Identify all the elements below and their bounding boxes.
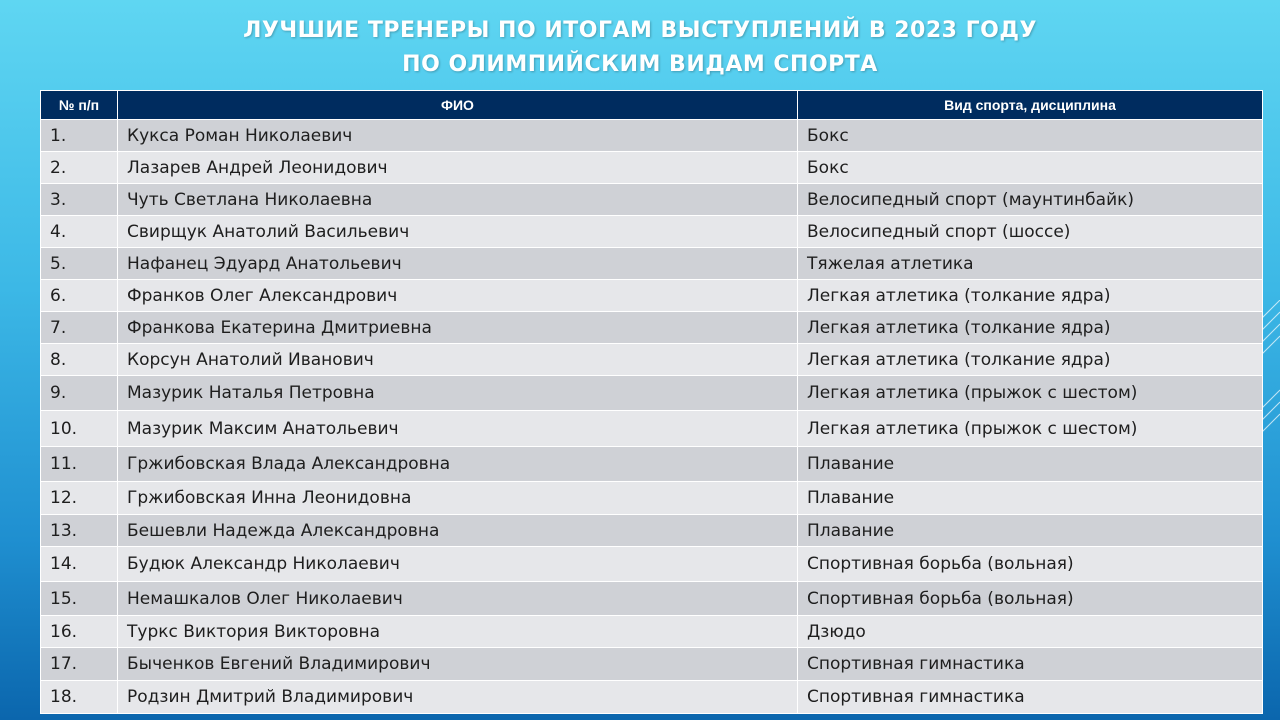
table-row bbox=[41, 376, 1263, 411]
cell-number: 17. bbox=[41, 648, 118, 681]
table-header bbox=[41, 91, 1263, 120]
cell-name: Мазурик Максим Анатольевич bbox=[118, 411, 798, 447]
cell-name: Чуть Светлана Николаевна bbox=[118, 184, 798, 216]
cell-sport: Легкая атлетика (толкание ядра) bbox=[798, 312, 1263, 344]
cell-number: 12. bbox=[41, 482, 118, 515]
cell-name: Мазурик Наталья Петровна bbox=[118, 376, 798, 411]
cell-number: 14. bbox=[41, 547, 118, 582]
table-header-row bbox=[41, 91, 1263, 120]
cell-sport: Дзюдо bbox=[798, 616, 1263, 648]
table-row bbox=[41, 120, 1263, 152]
cell-sport: Спортивная гимнастика bbox=[798, 681, 1263, 714]
cell-name: Гржибовская Инна Леонидовна bbox=[118, 482, 798, 515]
cell-number: 2. bbox=[41, 152, 118, 184]
cell-number: 5. bbox=[41, 248, 118, 280]
cell-sport: Тяжелая атлетика bbox=[798, 248, 1263, 280]
cell-name: Бешевли Надежда Александровна bbox=[118, 515, 798, 547]
cell-name: Кукса Роман Николаевич bbox=[118, 120, 798, 152]
cell-sport: Бокс bbox=[798, 120, 1263, 152]
cell-number: 15. bbox=[41, 582, 118, 616]
table-row bbox=[41, 216, 1263, 248]
cell-sport: Бокс bbox=[798, 152, 1263, 184]
table-row bbox=[41, 344, 1263, 376]
cell-number: 3. bbox=[41, 184, 118, 216]
cell-sport: Легкая атлетика (толкание ядра) bbox=[798, 344, 1263, 376]
table-row bbox=[41, 482, 1263, 515]
table-row bbox=[41, 248, 1263, 280]
table-row bbox=[41, 411, 1263, 447]
cell-number: 4. bbox=[41, 216, 118, 248]
cell-name: Будюк Александр Николаевич bbox=[118, 547, 798, 582]
column-header-name: ФИО bbox=[118, 91, 798, 120]
table-row bbox=[41, 582, 1263, 616]
cell-name: Свирщук Анатолий Васильевич bbox=[118, 216, 798, 248]
cell-number: 10. bbox=[41, 411, 118, 447]
table-row bbox=[41, 681, 1263, 714]
table-row bbox=[41, 312, 1263, 344]
cell-name: Нафанец Эдуард Анатольевич bbox=[118, 248, 798, 280]
cell-sport: Плавание bbox=[798, 447, 1263, 482]
cell-sport: Плавание bbox=[798, 515, 1263, 547]
cell-name: Лазарев Андрей Леонидович bbox=[118, 152, 798, 184]
table-row bbox=[41, 184, 1263, 216]
table-row bbox=[41, 280, 1263, 312]
cell-number: 9. bbox=[41, 376, 118, 411]
cell-name: Туркс Виктория Викторовна bbox=[118, 616, 798, 648]
cell-name: Гржибовская Влада Александровна bbox=[118, 447, 798, 482]
page-title bbox=[0, 14, 1280, 82]
coaches-table bbox=[40, 90, 1263, 714]
title-line-2: ПО ОЛИМПИЙСКИМ ВИДАМ СПОРТА bbox=[402, 52, 878, 77]
table-row bbox=[41, 447, 1263, 482]
cell-number: 6. bbox=[41, 280, 118, 312]
column-header-sport: Вид спорта, дисциплина bbox=[798, 91, 1263, 120]
cell-number: 8. bbox=[41, 344, 118, 376]
cell-sport: Спортивная гимнастика bbox=[798, 648, 1263, 681]
table-body bbox=[41, 120, 1263, 714]
cell-sport: Легкая атлетика (прыжок с шестом) bbox=[798, 376, 1263, 411]
cell-number: 11. bbox=[41, 447, 118, 482]
cell-name: Франков Олег Александрович bbox=[118, 280, 798, 312]
table-row bbox=[41, 616, 1263, 648]
title-line-1: ЛУЧШИЕ ТРЕНЕРЫ ПО ИТОГАМ ВЫСТУПЛЕНИЙ В 2023 ГОДУ bbox=[243, 18, 1037, 43]
cell-name: Корсун Анатолий Иванович bbox=[118, 344, 798, 376]
cell-sport: Плавание bbox=[798, 482, 1263, 515]
cell-number: 7. bbox=[41, 312, 118, 344]
table-row bbox=[41, 648, 1263, 681]
cell-name: Франкова Екатерина Дмитриевна bbox=[118, 312, 798, 344]
table-row bbox=[41, 515, 1263, 547]
cell-sport: Велосипедный спорт (шоссе) bbox=[798, 216, 1263, 248]
cell-sport: Легкая атлетика (прыжок с шестом) bbox=[798, 411, 1263, 447]
cell-name: Немашкалов Олег Николаевич bbox=[118, 582, 798, 616]
cell-number: 13. bbox=[41, 515, 118, 547]
column-header-number: № п/п bbox=[41, 91, 118, 120]
table-row bbox=[41, 547, 1263, 582]
cell-number: 18. bbox=[41, 681, 118, 714]
cell-name: Быченков Евгений Владимирович bbox=[118, 648, 798, 681]
cell-name: Родзин Дмитрий Владимирович bbox=[118, 681, 798, 714]
cell-sport: Велосипедный спорт (маунтинбайк) bbox=[798, 184, 1263, 216]
table-row bbox=[41, 152, 1263, 184]
cell-number: 1. bbox=[41, 120, 118, 152]
cell-sport: Легкая атлетика (толкание ядра) bbox=[798, 280, 1263, 312]
cell-sport: Спортивная борьба (вольная) bbox=[798, 582, 1263, 616]
cell-sport: Спортивная борьба (вольная) bbox=[798, 547, 1263, 582]
cell-number: 16. bbox=[41, 616, 118, 648]
